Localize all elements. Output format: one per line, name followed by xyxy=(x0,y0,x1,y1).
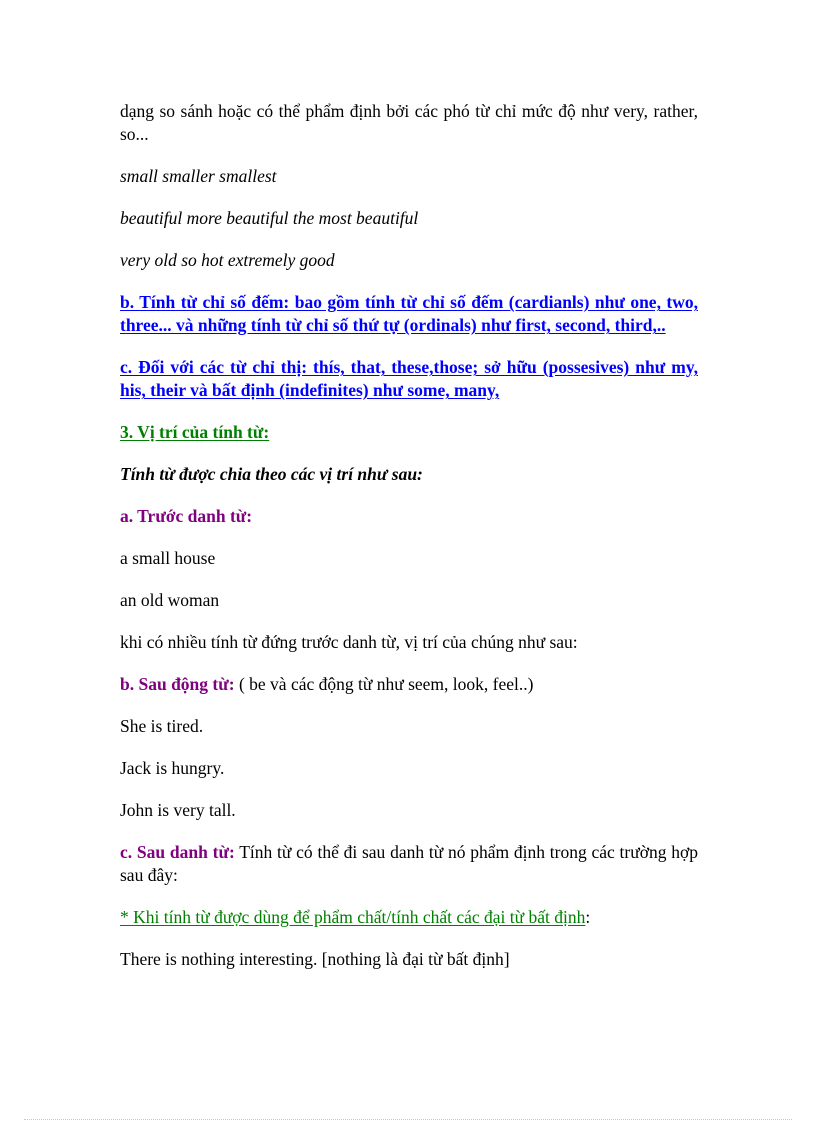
heading-after-verb: b. Sau động từ: xyxy=(120,674,235,694)
example-beautiful: beautiful more beautiful the most beautiful xyxy=(120,208,419,228)
example-jack-hungry: Jack is hungry. xyxy=(120,758,225,778)
cardinals-link[interactable]: b. Tính từ chỉ số đếm: bao gồm tính từ chỉ số đếm (cardianls) như one, two, three... và những tính từ chỉ số thứ tự (ordinals) như first, second, third,.. xyxy=(120,292,698,335)
note-indefinite-pronouns xyxy=(120,906,698,929)
example-old-woman: an old woman xyxy=(120,590,220,610)
section-after-verb xyxy=(120,673,698,696)
heading-adjective-position xyxy=(120,421,698,444)
heading-before-noun: a. Trước danh từ: xyxy=(120,506,253,526)
example-very-old: very old so hot extremely good xyxy=(120,250,335,270)
example-she-tired: She is tired. xyxy=(120,716,204,736)
paragraph-comparison-note: dạng so sánh hoặc có thể phẩm định bởi các phó từ chỉ mức độ như very, rather, so... xyxy=(120,101,698,144)
after-noun-description: Tính từ có thể đi sau danh từ nó phẩm định trong các trường hợp sau đây: xyxy=(120,842,699,885)
after-verb-description: ( be và các động từ như seem, look, feel..) xyxy=(234,674,534,694)
subheading-positions: Tính từ được chia theo các vị trí như sau: xyxy=(120,464,423,484)
paragraph-multiple-adjectives: khi có nhiều tính từ đứng trước danh từ, vị trí của chúng như sau: xyxy=(120,632,578,652)
example-small-house: a small house xyxy=(120,548,216,568)
note-colon: : xyxy=(585,907,591,927)
section-c-demonstratives[interactable] xyxy=(120,356,698,402)
section-after-noun xyxy=(120,841,698,887)
heading-after-noun: c. Sau danh từ: xyxy=(120,842,235,862)
document-page xyxy=(120,100,698,990)
example-john-tall: John is very tall. xyxy=(120,800,236,820)
example-small: small smaller smallest xyxy=(120,166,277,186)
heading-adjective-position-text: 3. Vị trí của tính từ: xyxy=(120,422,270,442)
example-nothing-interesting: There is nothing interesting. [nothing là đại từ bất định] xyxy=(120,949,510,969)
note-indefinite-pronouns-text: * Khi tính từ được dùng để phẩm chất/tính chất các đại từ bất định xyxy=(120,907,586,927)
demonstratives-link[interactable]: c. Đối với các từ chỉ thị: thís, that, these,those; sở hữu (possesives) như my, his, their và bất định (indefinites) như some, many, xyxy=(120,357,698,400)
page-bottom-divider xyxy=(24,1119,792,1120)
section-b-cardinals[interactable] xyxy=(120,291,698,337)
